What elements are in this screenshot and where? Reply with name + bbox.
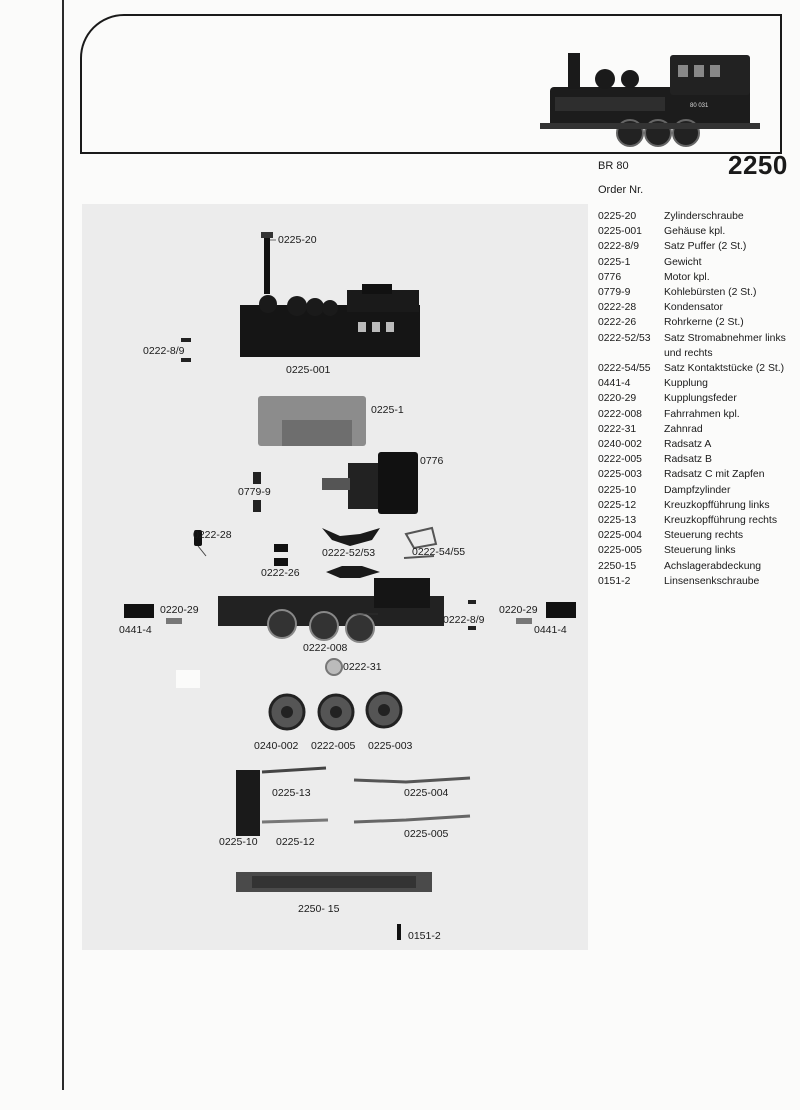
plate-text: 80 031 — [690, 103, 709, 109]
part-number: 0225-10 — [598, 484, 637, 496]
part-number: 0151-2 — [598, 575, 631, 587]
part-description: Kreuzkopfführung links — [664, 499, 770, 511]
callout-label: 0222-26 — [261, 567, 300, 579]
part-description: Steuerung rechts — [664, 530, 744, 542]
weight-part — [258, 396, 366, 446]
part-number: 0222-008 — [598, 408, 642, 420]
part-description: Satz Puffer (2 St.) — [664, 241, 747, 253]
housing-part — [240, 284, 420, 357]
model-name: BR 80 — [598, 160, 629, 172]
part-description: Satz Kontaktstücke (2 St.) — [664, 363, 785, 375]
callout-label: 0222-005 — [311, 740, 356, 752]
screw-0225-20-part — [261, 232, 273, 294]
callout-label: 0222-52/53 — [322, 547, 376, 559]
part-description: Kondensator — [664, 302, 723, 314]
part-description: Kreuzkopfführung rechts — [664, 515, 778, 527]
callout-label: 0225-10 — [219, 836, 258, 848]
part-number: 0222-31 — [598, 423, 637, 435]
callout-label: 0441-4 — [119, 624, 152, 636]
callout-label: 0151-2 — [408, 930, 441, 942]
motor-part — [322, 452, 418, 514]
callout-label: 0220-29 — [499, 604, 538, 616]
part-description: Gewicht — [664, 256, 702, 268]
callout-label: 0225-003 — [368, 740, 413, 752]
part-description: Radsatz C mit Zapfen — [664, 469, 765, 481]
part-number: 0222-28 — [598, 302, 637, 314]
callout-label: 0220-29 — [160, 604, 199, 616]
part-description: Zahnrad — [664, 423, 703, 435]
part-description: Linsensenkschraube — [664, 575, 760, 587]
part-number: 0240-002 — [598, 439, 642, 451]
order-heading: Order Nr. — [598, 184, 644, 196]
callout-label: 0222-008 — [303, 642, 348, 654]
part-number: 0225-005 — [598, 545, 642, 557]
tube-cores-part — [274, 544, 288, 566]
part-description: Motor kpl. — [664, 271, 710, 283]
part-description: Kohlebürsten (2 St.) — [664, 287, 757, 299]
callout-label: 0225-12 — [276, 836, 315, 848]
callout-label: 0240-002 — [254, 740, 299, 752]
part-number: 2250-15 — [598, 560, 637, 572]
callout-label: 0441-4 — [534, 624, 567, 636]
part-description: Rohrkerne (2 St.) — [664, 317, 744, 329]
callout-label: 0225-13 — [272, 787, 311, 799]
part-description: Dampfzylinder — [664, 484, 731, 496]
part-number: 0222-54/55 — [598, 363, 651, 375]
part-number: 0779-9 — [598, 287, 631, 299]
chassis-part — [218, 578, 444, 642]
axle-cover-part — [236, 872, 432, 892]
part-number: 0441-4 — [598, 378, 631, 390]
callout-label: 0225-1 — [371, 404, 404, 416]
callout-label: 0225-005 — [404, 828, 449, 840]
callout-label: 0225-20 — [278, 234, 317, 246]
callout-label: 0779-9 — [238, 486, 271, 498]
part-description: Kupplung — [664, 378, 708, 390]
part-number: 0222-52/53 — [598, 332, 651, 344]
callout-label: 0225-001 — [286, 364, 331, 376]
part-number: 0225-13 — [598, 515, 637, 527]
gear-part — [326, 659, 342, 675]
part-number: 0222-005 — [598, 454, 642, 466]
callout-label: 0776 — [420, 455, 444, 467]
callout-label: 0225-004 — [404, 787, 449, 799]
part-number: 0225-1 — [598, 256, 631, 268]
part-description: Fahrrahmen kpl. — [664, 408, 740, 420]
part-description: Steuerung links — [664, 545, 736, 557]
part-description: Gehäuse kpl. — [664, 226, 726, 238]
callout-label: 0222-54/55 — [412, 546, 466, 558]
part-number: 0222-8/9 — [598, 241, 640, 253]
callout-label: 0222-8/9 — [143, 345, 185, 357]
callout-label: 0222-31 — [343, 661, 382, 673]
part-description: Achslagerabdeckung — [664, 560, 762, 572]
wheelsets-part — [270, 693, 401, 729]
part-number: 0225-20 — [598, 211, 637, 222]
callout-label: 0222-8/9 — [443, 614, 485, 626]
part-description: Zylinderschraube — [664, 211, 744, 222]
part-description: Satz Stromabnehmer links und rechts — [664, 332, 786, 359]
part-description: Radsatz A — [664, 439, 712, 451]
part-number: 0225-001 — [598, 226, 642, 238]
part-description: Radsatz B — [664, 454, 712, 466]
part-number: 0225-003 — [598, 469, 642, 481]
callout-label: 0222-28 — [193, 529, 232, 541]
part-number: 0222-26 — [598, 317, 637, 329]
model-number: 2250 — [728, 150, 788, 180]
part-number: 0225-004 — [598, 530, 642, 542]
part-description: Kupplungsfeder — [664, 393, 737, 405]
callout-label: 2250- 15 — [298, 903, 340, 915]
valve-gear-part — [236, 768, 470, 836]
countersunk-screw-part — [397, 924, 401, 940]
part-number: 0776 — [598, 271, 622, 283]
part-number: 0220-29 — [598, 393, 637, 405]
part-number: 0225-12 — [598, 499, 637, 511]
